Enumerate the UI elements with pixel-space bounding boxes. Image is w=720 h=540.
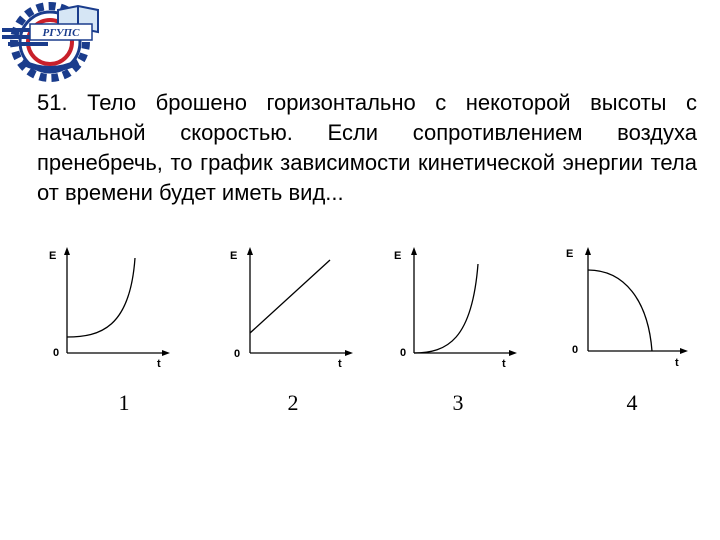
curve (67, 258, 135, 337)
curve (588, 270, 652, 351)
y-axis-label: E (49, 250, 57, 262)
line (250, 260, 330, 333)
x-axis-label: t (502, 358, 506, 370)
graph-2 (228, 240, 378, 375)
question-text: 51. Тело брошено горизонтально с некоторой высоты с начальной скоростью. Если сопротивлением воздуха пренебречь, то график зависимости кинетической энергии тела от времени будет иметь вид... (37, 90, 697, 205)
x-axis-label: t (157, 358, 161, 370)
university-logo (0, 0, 110, 85)
origin-label: 0 (234, 348, 241, 360)
y-axis-arrow (64, 247, 70, 255)
option-number-1: 1 (118, 390, 130, 415)
y-axis-label: E (566, 248, 574, 260)
graph-3 (392, 240, 542, 375)
y-axis-arrow (411, 247, 417, 255)
curve (414, 264, 478, 353)
graph-3-plot (392, 240, 542, 375)
x-axis-label: t (338, 358, 342, 370)
x-axis-arrow (162, 350, 170, 356)
origin-label: 0 (572, 344, 579, 356)
graph-4-plot (566, 240, 716, 375)
graph-1-plot (45, 240, 195, 375)
y-axis-label: E (230, 250, 238, 262)
graph-2-plot (228, 240, 378, 375)
x-axis-arrow (680, 348, 688, 354)
graph-4 (566, 240, 716, 375)
logo-text: РГУПС (42, 27, 80, 39)
x-axis-arrow (509, 350, 517, 356)
y-axis-label: E (394, 250, 402, 262)
option-number-3: 3 (452, 390, 464, 415)
y-axis-arrow (585, 247, 591, 255)
graph-1 (45, 240, 195, 375)
option-number-4: 4 (626, 390, 638, 415)
origin-label: 0 (53, 347, 60, 359)
origin-label: 0 (400, 347, 407, 359)
y-axis-arrow (247, 247, 253, 255)
option-number-2: 2 (287, 390, 299, 415)
x-axis-label: t (675, 357, 679, 369)
x-axis-arrow (345, 350, 353, 356)
